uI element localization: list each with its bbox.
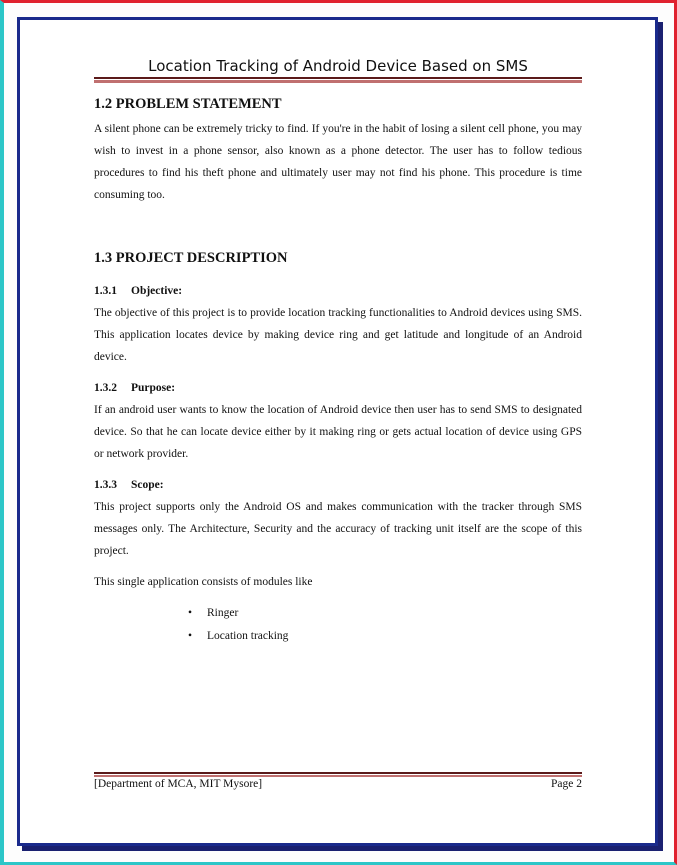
bullet-icon: •	[188, 607, 193, 619]
purpose-heading	[94, 382, 175, 394]
module-label: Ringer	[207, 607, 239, 619]
purpose-title: Purpose:	[131, 382, 176, 394]
footer-page-number: Page 2	[551, 778, 582, 790]
purpose-text: If an android user wants to know the location of Android device then user has to send SMS to designated device. So that he can locate device either by it making ring or gets actual location of device using GPS or network provider.	[94, 404, 582, 460]
project-description-heading: 1.3 PROJECT DESCRIPTION	[94, 250, 288, 266]
scope-title: Scope:	[131, 479, 164, 491]
bullet-icon: •	[188, 630, 193, 642]
list-item	[188, 607, 238, 619]
footer-rule-dark	[94, 772, 582, 774]
module-label: Location tracking	[207, 630, 289, 642]
purpose-number: 1.3.2	[94, 382, 117, 394]
scope-heading	[94, 479, 164, 491]
modules-intro: This single application consists of modules like	[94, 576, 313, 588]
header-title: Location Tracking of Android Device Based on SMS	[148, 57, 528, 75]
objective-heading	[94, 285, 182, 297]
objective-number: 1.3.1	[94, 285, 117, 297]
footer-rule-light	[94, 775, 582, 777]
header-rule-dark	[94, 77, 582, 79]
list-item	[188, 630, 288, 642]
scope-number: 1.3.3	[94, 479, 117, 491]
problem-statement-text: A silent phone can be extremely tricky to find. If you're in the habit of losing a silent cell phone, you may wish to invest in a phone sensor, also known as a phone detector. The user has to follow tedious procedures to find his theft phone and ultimately user may not find his phone. This procedure is time consuming too.	[94, 123, 582, 201]
objective-text: The objective of this project is to provide location tracking functionalities to Android devices using SMS. This application locates device by making device ring and get latitude and longitude of an Android device.	[94, 307, 582, 363]
problem-statement-heading: 1.2 PROBLEM STATEMENT	[94, 96, 282, 112]
scope-text: This project supports only the Android OS and makes communication with the tracker through SMS messages only. The Architecture, Security and the accuracy of tracking unit itself are the scope of this project.	[94, 501, 582, 557]
objective-title: Objective:	[131, 285, 183, 297]
header-rule-light	[94, 80, 582, 83]
footer-department: [Department of MCA, MIT Mysore]	[94, 778, 263, 790]
